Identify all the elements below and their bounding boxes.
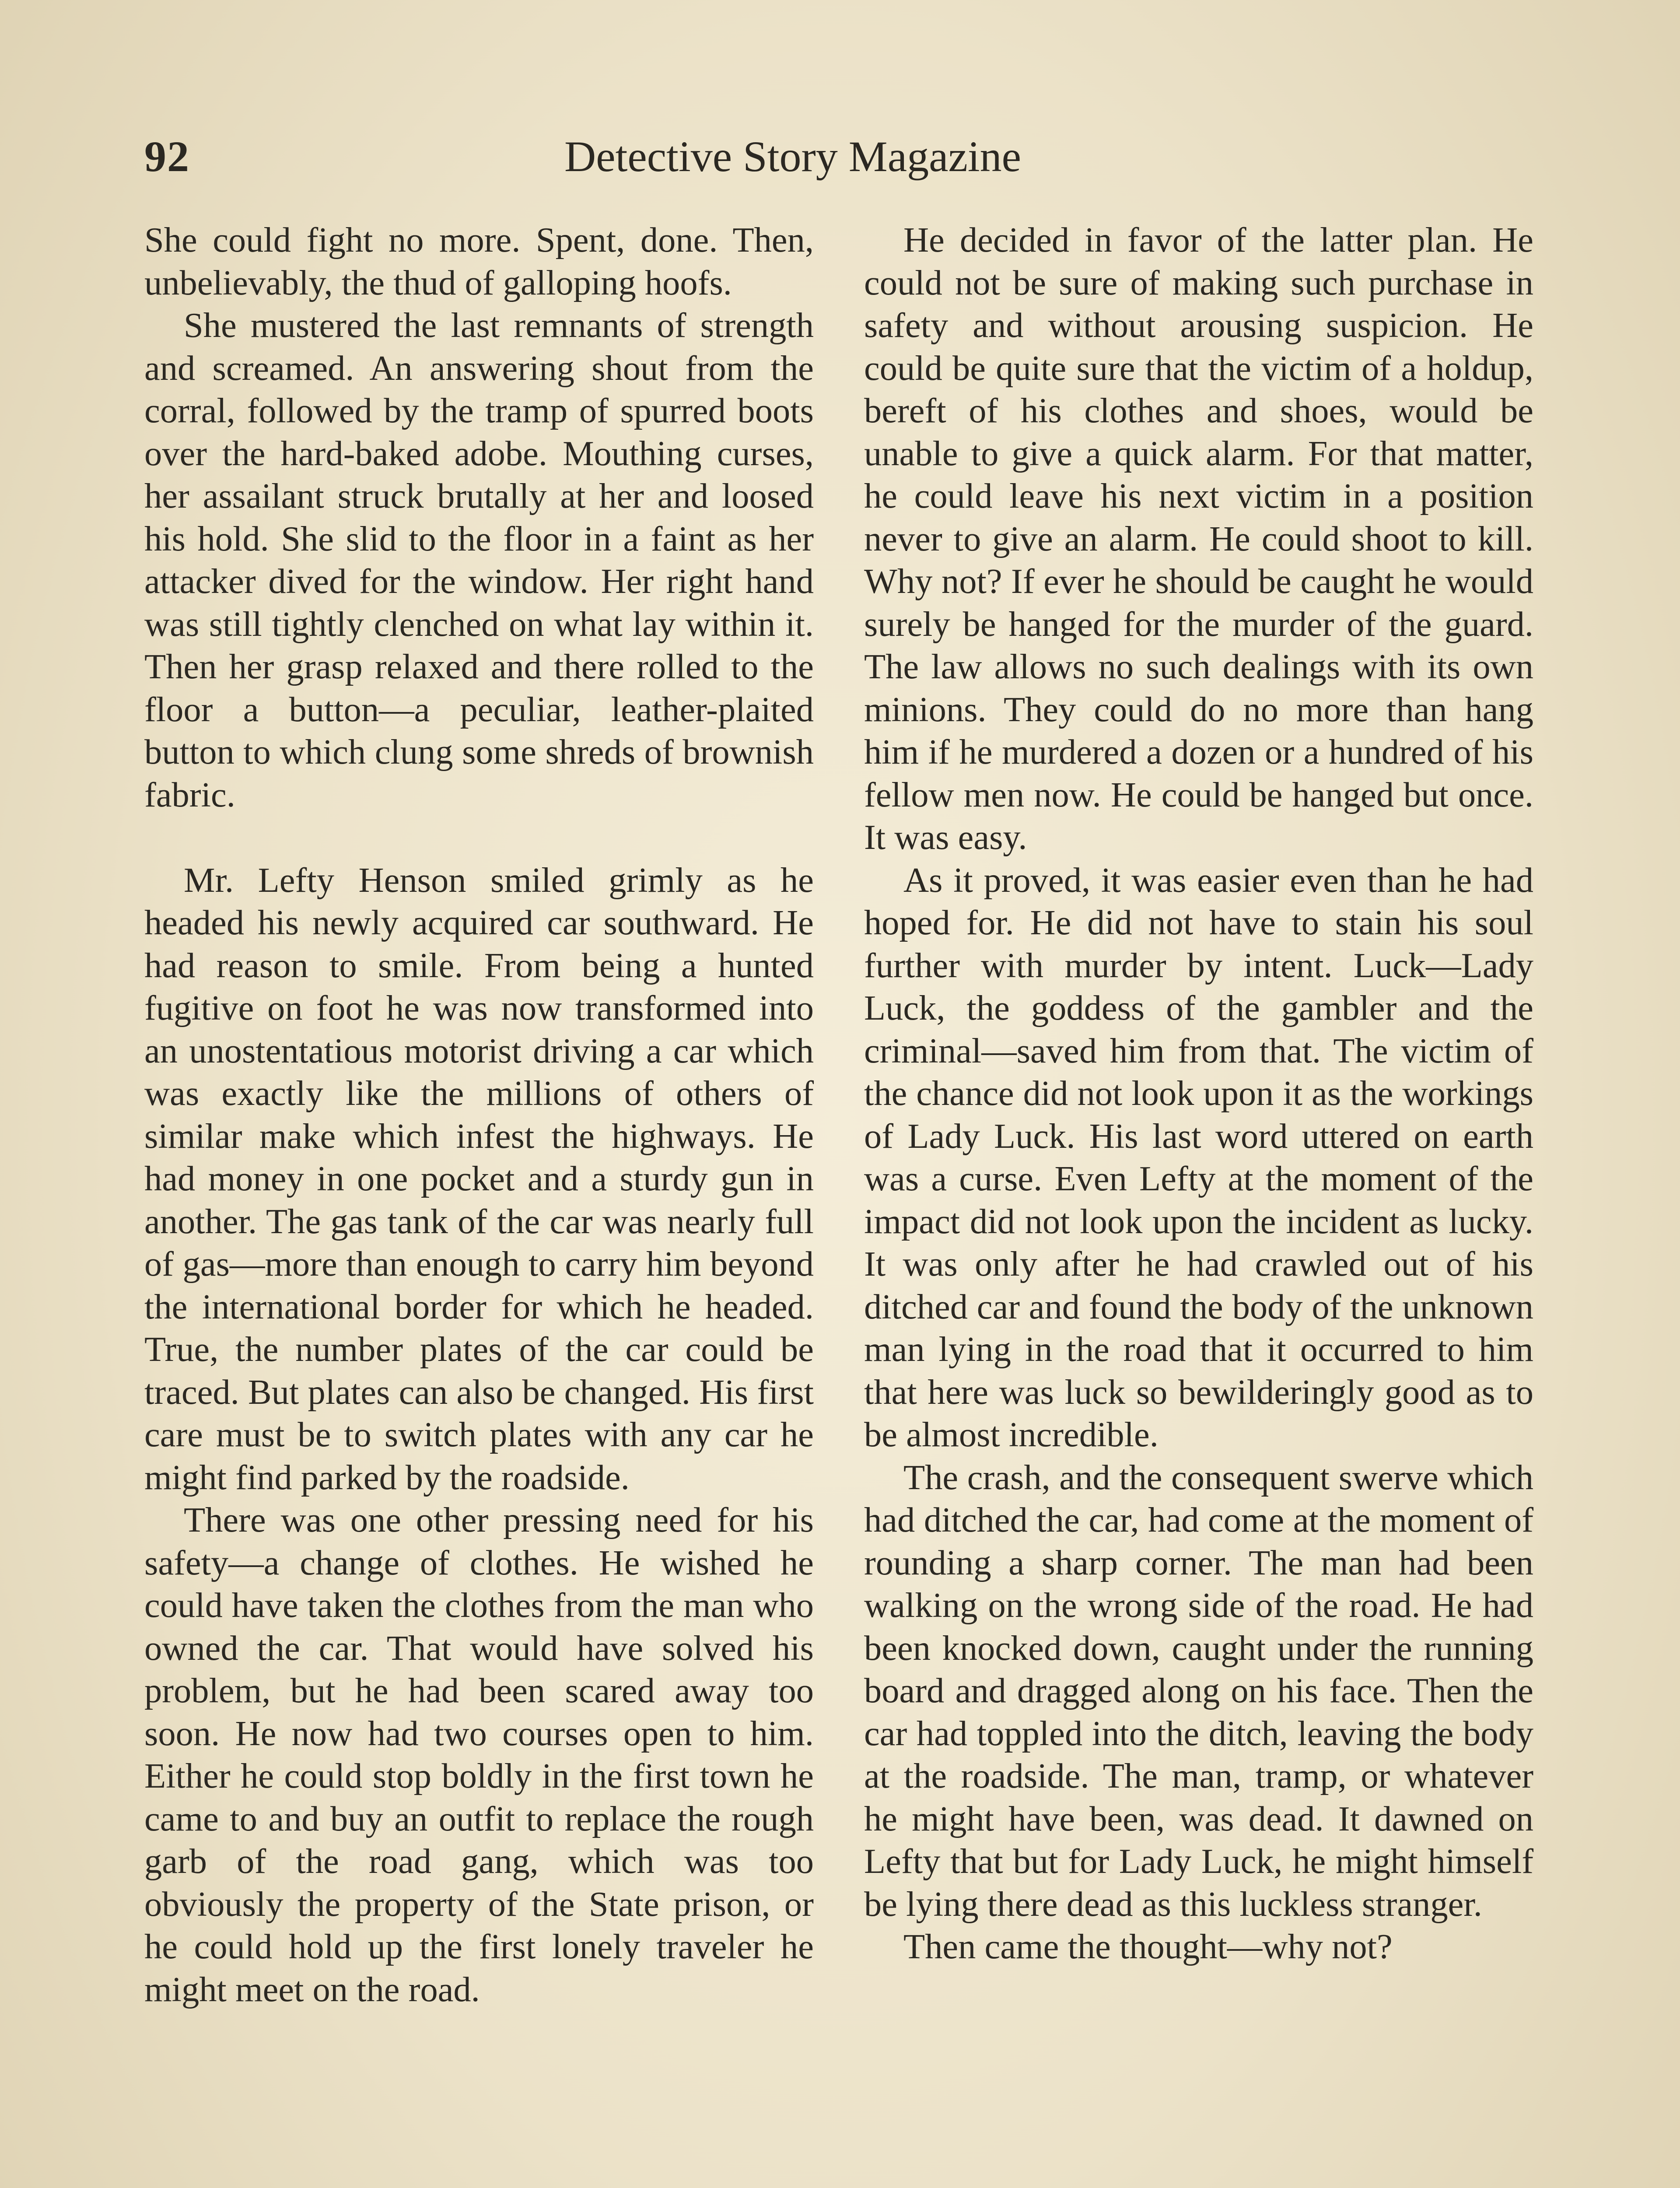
paragraph: The crash, and the consequent swerve which had ditched the car, had come at the moment of rounding a sharp corner. The man had been walking on the wrong side of the road. He had been knocked down, caught under the running board and dragged along on his face. Then the car had toppled into the ditch, leaving the body at the roadside. The man, tramp, or whatever he might have been, was dead. It dawned on Lefty that but for Lady Luck, he might himself be lying there dead as this luckless stranger. — [864, 1458, 1533, 1924]
paragraph: She mustered the last remnants of strength and screamed. An answering shout from the corral, followed by the tramp of spurred boots over the hard-baked adobe. Mouthing curses, her assailant struck brutally at her and loosed his hold. She slid to the floor in a faint as her attacker dived for the window. Her right hand was still tightly clenched on what lay within it. Then her grasp relaxed and there rolled to the floor a button—a peculiar, leather-plaited button to which clung some shreds of brownish fabric. — [144, 306, 814, 814]
page-number: 92 — [144, 132, 190, 181]
paragraph: She could fight no more. Spent, done. Then, unbelievably, the thud of galloping hoofs. — [144, 221, 814, 302]
paragraph: Then came the thought—why not? — [903, 1927, 1393, 1966]
running-head: Detective Story Magazine — [564, 132, 1022, 181]
left-column — [144, 219, 814, 2011]
paragraph: There was one other pressing need for his safety—a change of clothes. He wished he could have taken the clothes from the man who owned the car. That would have solved his problem, but he had been scared away too soon. He now had two courses open to him. Either he could stop boldly in the first town he came to and buy an outfit to replace the rough garb of the road gang, which was too obviously the property of the State prison, or he could hold up the first lonely traveler he might meet on the road. — [144, 1501, 814, 2009]
paragraph: He decided in favor of the latter plan. He could not be sure of making such purchase in safety and without arousing suspicion. He could be quite sure that the victim of a holdup, bereft of his clothes and shoes, would be unable to give a quick alarm. For that matter, he could leave his next victim in a position never to give an alarm. He could shoot to kill. Why not? If ever he should be caught he would surely be hanged for the murder of the guard. The law allows no such dealings with its own minions. They could do no more than hang him if he murdered a dozen or a hundred of his fellow men now. He could be hanged but once. It was easy. — [864, 221, 1533, 857]
paragraph: Mr. Lefty Henson smiled grimly as he headed his newly acquired car southward. He had reason to smile. From being a hunted fugitive on foot he was now transformed into an unostentatious motorist driving a car which was exactly like the millions of others of similar make which infest the highways. He had money in one pocket and a sturdy gun in another. The gas tank of the car was nearly full of gas—more than enough to carry him beyond the international border for which he headed. True, the number plates of the car could be traced. But plates can also be changed. His first care must be to switch plates with any car he might find parked by the roadside. — [144, 860, 814, 1497]
right-column — [864, 219, 1533, 1968]
paragraph: As it proved, it was easier even than he had hoped for. He did not have to stain his soul further with murder by intent. Luck—Lady Luck, the goddess of the gambler and the criminal—saved him from that. The victim of the chance did not look upon it as the workings of Lady Luck. His last word uttered on earth was a curse. Even Lefty at the moment of the impact did not look upon the incident as lucky. It was only after he had crawled out of his ditched car and found the body of the unknown man lying in the road that it occurred to him that here was luck so bewilderingly good as to be almost incredible. — [864, 860, 1533, 1454]
page-header — [144, 131, 1107, 197]
